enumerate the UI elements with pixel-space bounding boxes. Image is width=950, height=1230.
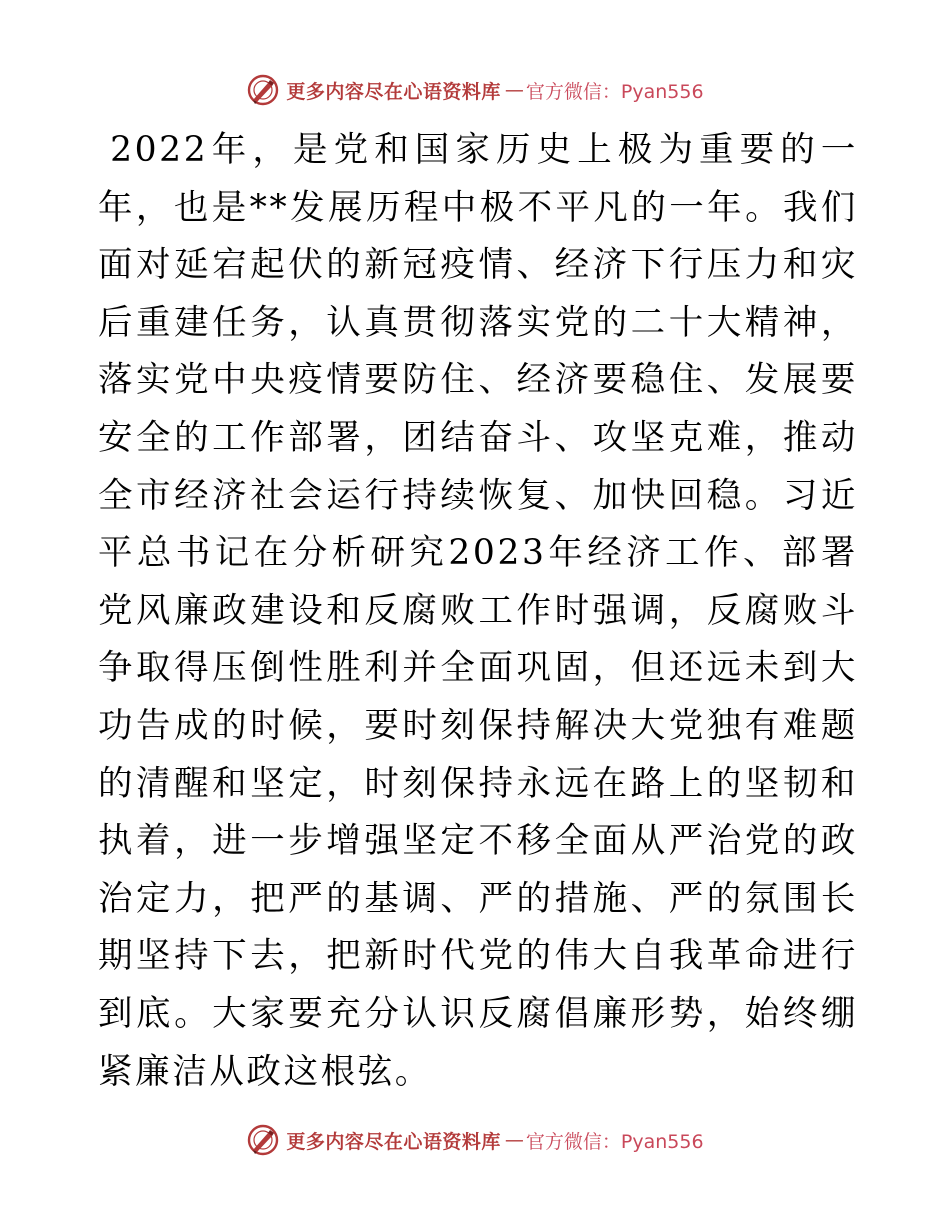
body-paragraph: 2022年，是党和国家历史上极为重要的一年，也是**发展历程中极不平凡的一年。我们面对延宕起伏的新冠疫情、经济下行压力和灾后重建任务，认真贯彻落实党的二十大精神，落实党中央疫情要防住、经济要稳住、发展要安全的工作部署，团结奋斗、攻坚克难，推动全市经济社会运行持续恢复、加快回稳。习近平总书记在分析研究2023年经济工作、部署党风廉政建设和反腐败工作时强调，反腐败斗争取得压倒性胜利并全面巩固，但还远未到大功告成的时候，要时刻保持解决大党独有难题的清醒和坚定，时刻保持永远在路上的坚韧和执着，进一步增强坚定不移全面从严治党的政治定力，把严的基调、严的措施、严的氛围长期坚持下去，把新时代党的伟大自我革命进行到底。大家要充分认识反腐倡廉形势，始终绷紧廉洁从政这根弦。: [98, 130, 858, 1092]
pen-logo-icon: [246, 1123, 280, 1157]
pen-logo-icon: [246, 73, 280, 107]
wechat-contact: 官方微信：Pyan556: [525, 80, 704, 103]
wechat-contact: 官方微信：Pyan556: [525, 1130, 704, 1153]
footer-banner: [0, 1123, 950, 1157]
document-body: [98, 122, 858, 1101]
banner-separator: —: [504, 79, 524, 101]
site-slogan: 更多内容尽在心语资料库: [286, 1130, 501, 1153]
site-slogan: 更多内容尽在心语资料库: [286, 80, 501, 103]
header-banner: [0, 73, 950, 107]
banner-separator: —: [504, 1129, 524, 1151]
